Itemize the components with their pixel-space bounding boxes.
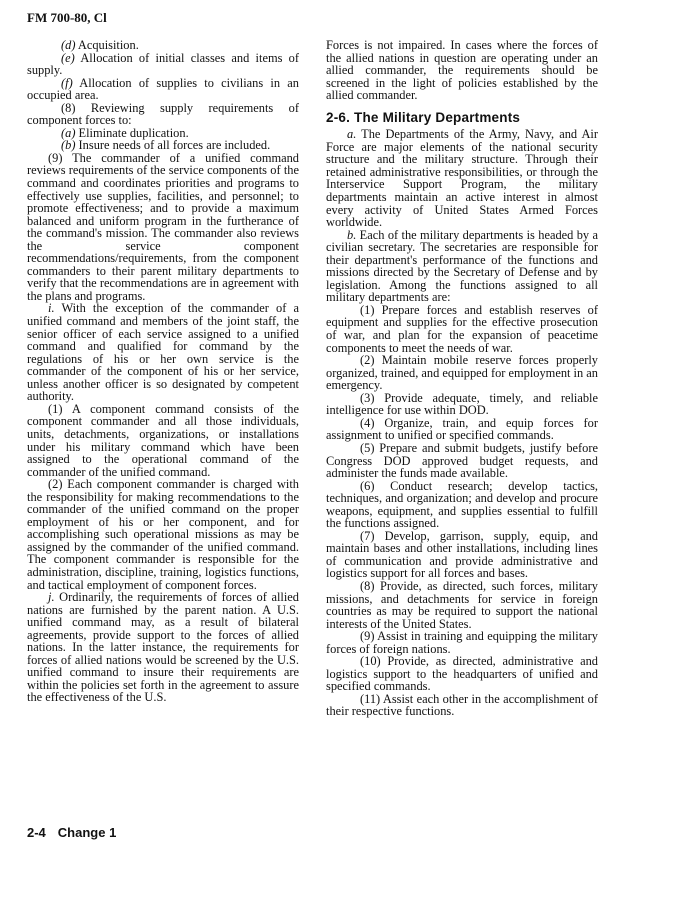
paragraph-text: (8) Provide, as directed, such forces, military missions, and detachments for service in foreign countries as may be required to support the national interests of the United States. <box>326 578 598 631</box>
change-label: Change 1 <box>57 825 117 840</box>
paragraph-text: (4) Organize, train, and equip forces for assignment to unified or specified commands. <box>326 415 598 443</box>
paragraph-label: j. <box>48 590 55 605</box>
paragraph-text: Allocation of initial classes and items of supply. <box>27 50 299 78</box>
paragraph-text: Acquisition. <box>75 38 139 52</box>
paragraph <box>326 128 598 228</box>
paragraph-label: (e) <box>61 50 75 65</box>
paragraph-text: (10) Provide, as directed, administrative and logistics support to the headquarters of unified and specified commands. <box>326 654 598 694</box>
page-header: FM 700-80, Cl <box>27 10 107 25</box>
paragraph-text: (7) Develop, garrison, supply, equip, and maintain bases and other installations, including lines of communication and provide administrative and logistics support for all forces and bases. <box>326 528 598 581</box>
paragraph <box>326 630 598 655</box>
right-column <box>326 39 598 718</box>
paragraph: Forces is not impaired. In cases where the forces of the allied nations in question are operating under an allied commander, the requirements should be screened in the light of policies established by the allied commander. <box>326 38 598 103</box>
paragraph-text: (9) Assist in training and equipping the military forces of foreign nations. <box>326 629 598 656</box>
paragraph <box>27 302 299 402</box>
paragraph-text: Each of the military departments is headed by a civilian secretary. The secretaries are responsible for their department's performance of the functions and missions directed by the Secretary of Defense and by legislation. Among the functions assigned to all military departments are: <box>326 227 598 305</box>
paragraph <box>326 417 598 442</box>
paragraph-text: (1) Prepare forces and establish reserves of equipment and supplies for the effective prosecution of war, and plan for the expansion of peacetime components to meet the needs of war. <box>326 302 598 355</box>
paragraph-label: b. <box>347 227 357 242</box>
paragraph-text: (1) A component command consists of the component commander and all those individuals, units, detachments, organizations, or installations under his military command which have been assigned to the operational command of the commander of the unified command. <box>27 401 299 479</box>
paragraph-text: (9) The commander of a unified command reviews requirements of the service components of the command and coordinates priorities and programs to effectively use supplies, facilities, and personnel; to promote effectiveness; and to provide a maximum balanced and uniform program in the furtherance of the command's mission. The commander also reviews the service component recommendations/requirements, from the component commanders to their parent military departments to verify that the recommendations are in agreement with the plans and programs. <box>27 150 299 303</box>
paragraph-text: (8) Reviewing supply requirements of component forces to: <box>27 100 299 128</box>
paragraph-text: Eliminate duplication. <box>75 125 189 140</box>
paragraph-text: (3) Provide adequate, timely, and reliable intelligence for use within DOD. <box>326 390 598 418</box>
paragraph <box>326 580 598 630</box>
paragraph-label: i. <box>48 301 55 316</box>
page-footer <box>27 825 128 840</box>
paragraph-text: (6) Conduct research; develop tactics, techniques, and organization; and develop and procure weapons, equipment, and supplies essential to fulfill the functions assigned. <box>326 478 598 531</box>
paragraph <box>326 655 598 693</box>
paragraph-text: Ordinarily, the requirements of forces of allied nations are furnished by the parent nation. A U.S. unified command may, as a result of bilateral agreements, provide support to the forces of allied nations. In the latter instance, the requirements for forces of allied nations would be screened by the U.S. unified command to insure their requirements are within the policies set forth in the agreement to assure the effectiveness of the U.S. <box>27 590 299 705</box>
page-number: 2-4 <box>27 825 46 840</box>
paragraph <box>27 52 299 77</box>
paragraph-text: With the exception of the commander of a unified command and members of the joint staff, the senior officer of each service assigned to a unified command and qualified for command by the regulations of his or her own service is the commander of the component of his or her service, unless another officer is so designated by competent authority. <box>27 301 299 404</box>
paragraph <box>326 693 598 718</box>
paragraph <box>326 442 598 480</box>
paragraph-label: (f) <box>61 75 73 90</box>
paragraph-text: Allocation of supplies to civilians in an occupied area. <box>27 75 299 103</box>
paragraph-text: The Departments of the Army, Navy, and Air Force are major elements of the national security structure and the military structure. Through their retained administrative responsibilities, or through the Interservice Support Program, the military departments maintain an active interest in almost every activity of United States Armed Forces worldwide. <box>326 127 598 230</box>
paragraph-text: Insure needs of all forces are included. <box>75 138 271 153</box>
paragraph <box>27 102 299 127</box>
paragraph <box>27 77 299 102</box>
paragraph-label: a. <box>347 127 357 142</box>
paragraph <box>326 530 598 580</box>
paragraph-label: (a) <box>61 125 76 140</box>
paragraph-text: (11) Assist each other in the accomplishment of their respective functions. <box>326 691 598 719</box>
paragraph <box>326 392 598 417</box>
paragraph <box>326 304 598 354</box>
paragraph-text: (2) Each component commander is charged with the responsibility for making recommendations to the commander of the unified command on the proper employment of his or her component, and for accomplishing such operational missions as may be assigned by the commander of the unified command. The component commander is responsible for the administration, discipline, training, logistics functions, and tactical employment of component forces. <box>27 477 299 592</box>
paragraph-text: (2) Maintain mobile reserve forces properly organized, trained, and equipped for employment in an emergency. <box>326 353 598 393</box>
paragraph <box>27 478 299 591</box>
left-column <box>27 39 299 704</box>
paragraph-label: (d) <box>61 38 76 52</box>
paragraph <box>27 152 299 303</box>
paragraph <box>27 403 299 478</box>
paragraph-label: (b) <box>61 138 76 153</box>
section-heading: 2-6. The Military Departments <box>326 109 521 125</box>
paragraph <box>326 354 598 392</box>
paragraph <box>27 591 299 704</box>
paragraph <box>326 480 598 530</box>
paragraph <box>326 229 598 304</box>
paragraph-text: (5) Prepare and submit budgets, justify before Congress DOD approved budget requests, and administer the funds made available. <box>326 440 598 481</box>
